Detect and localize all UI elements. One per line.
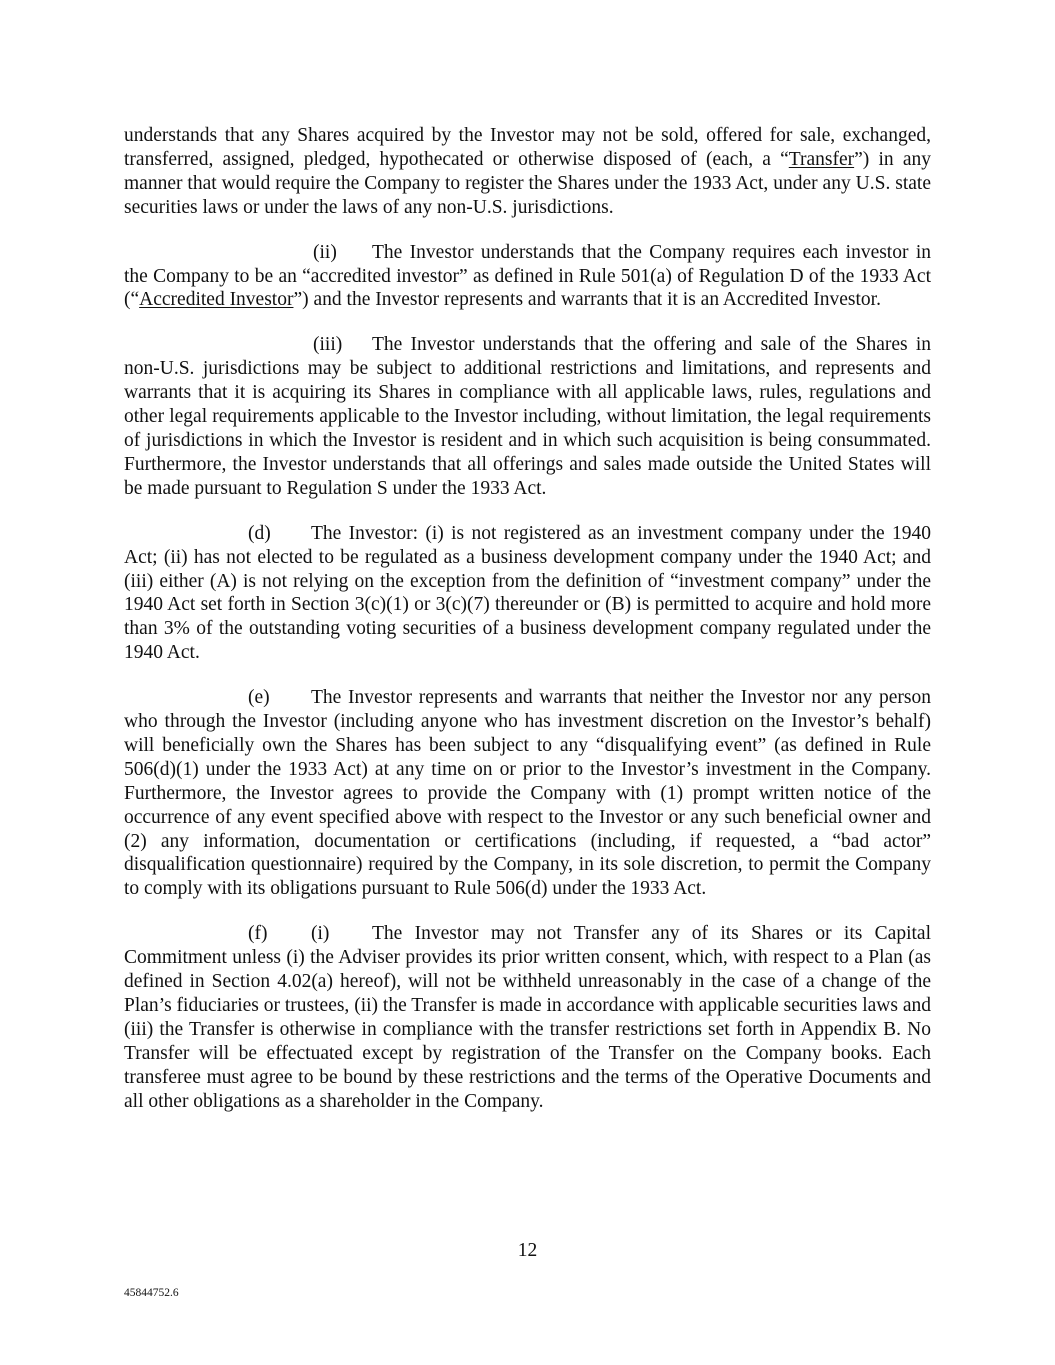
paragraph-ii: [124, 241, 931, 313]
subclause-label: (i): [311, 923, 330, 945]
paragraph-text: The Investor understands that the Company requires each investor in the Company to be an “accredited investor” as defined in Rule 501(a) of Regulation D of the 1933 Act (“: [124, 241, 931, 311]
document-body: [124, 124, 931, 1114]
defined-term-transfer: Transfer: [788, 148, 855, 170]
paragraph-transfer-definition: [124, 124, 931, 220]
clause-label: (ii): [313, 241, 337, 263]
paragraph-e: [124, 686, 931, 901]
paragraph-text: The Investor: (i) is not registered as an investment company under the 1940 Act; (ii) has not elected to be regulated as a business development company under the 1940 Act; and (iii) either (A) is not relying on the exception from the definition of “investment company” under the 1940 Act set forth in Section 3(c)(1) or 3(c)(7) thereunder or (B) is permitted to acquire and hold more than 3% of the outstanding voting securities of a business development company regulated under the 1940 Act.: [124, 522, 931, 664]
paragraph-text: The Investor understands that the offering and sale of the Shares in non-U.S. jurisdictions may be subject to additional restrictions and limitations, and represents and warrants that it is acquiring its Shares in compliance with all applicable laws, rules, regulations and other legal requirements applicable to the Investor including, without limitation, the legal requirements of jurisdictions in which the Investor is resident and in which such acquisition is being consummated. Furthermore, the Investor understands that all offerings and sales made outside the United States will be made pursuant to Regulation S under the 1933 Act.: [124, 334, 931, 499]
defined-term-accredited-investor: Accredited Investor: [139, 289, 294, 311]
paragraph-d: [124, 522, 931, 665]
paragraph-f: [124, 922, 931, 1113]
paragraph-text: ”) and the Investor represents and warrants that it is an Accredited Investor.: [293, 289, 881, 311]
clause-label: (d): [248, 522, 271, 544]
document-id: 45844752.6: [124, 1287, 179, 1299]
paragraph-iii: [124, 333, 931, 500]
clause-label: (iii): [313, 334, 343, 356]
paragraph-text: understands that any Shares acquired by the Investor may not be sold, offered for sale, exchanged, transferred, assigned, pledged, hypothecated or otherwise disposed of (each, a “: [124, 125, 931, 170]
paragraph-text: The Investor represents and warrants that neither the Investor nor any person who through the Investor (including anyone who has investment discretion on the Investor’s behalf) will beneficially own the Shares has been subject to any “disqualifying event” (as defined in Rule 506(d)(1) under the 1933 Act) at any time on or prior to the Investor’s investment in the Company. Furthermore, the Investor agrees to provide the Company with (1) prompt written notice of the occurrence of any event specified above with respect to the Investor or any such beneficial owner and (2) any information, documentation or certifications (including, if requested, a “bad actor” disqualification questionnaire) required by the Company, in its sole discretion, to permit the Company to comply with its obligations pursuant to Rule 506(d) under the 1933 Act.: [124, 687, 931, 900]
clause-label: (f): [248, 923, 268, 945]
paragraph-text: The Investor may not Transfer any of its Shares or its Capital Commitment unless (i) the Adviser provides its prior written consent, which, with respect to a Plan (as defined in Section 4.02(a) hereof), will not be withheld unreasonably in the case of a change of the Plan’s fiduciaries or trustees, (ii) the Transfer is made in accordance with applicable securities laws and (iii) the Transfer is otherwise in compliance with the transfer restrictions set forth in Appendix B. No Transfer will be effectuated except by registration of the Transfer on the Company books. Each transferee must agree to be bound by these restrictions and the terms of the Operative Documents and all other obligations as a shareholder in the Company.: [124, 923, 931, 1112]
paragraph-text: ”) in any manner that would require the Company to register the Shares under the 1933 Act, under any U.S. state securities laws or under the laws of any non-U.S. jurisdictions.: [124, 148, 931, 218]
clause-label: (e): [248, 687, 270, 709]
page-number: 12: [517, 1240, 538, 1261]
